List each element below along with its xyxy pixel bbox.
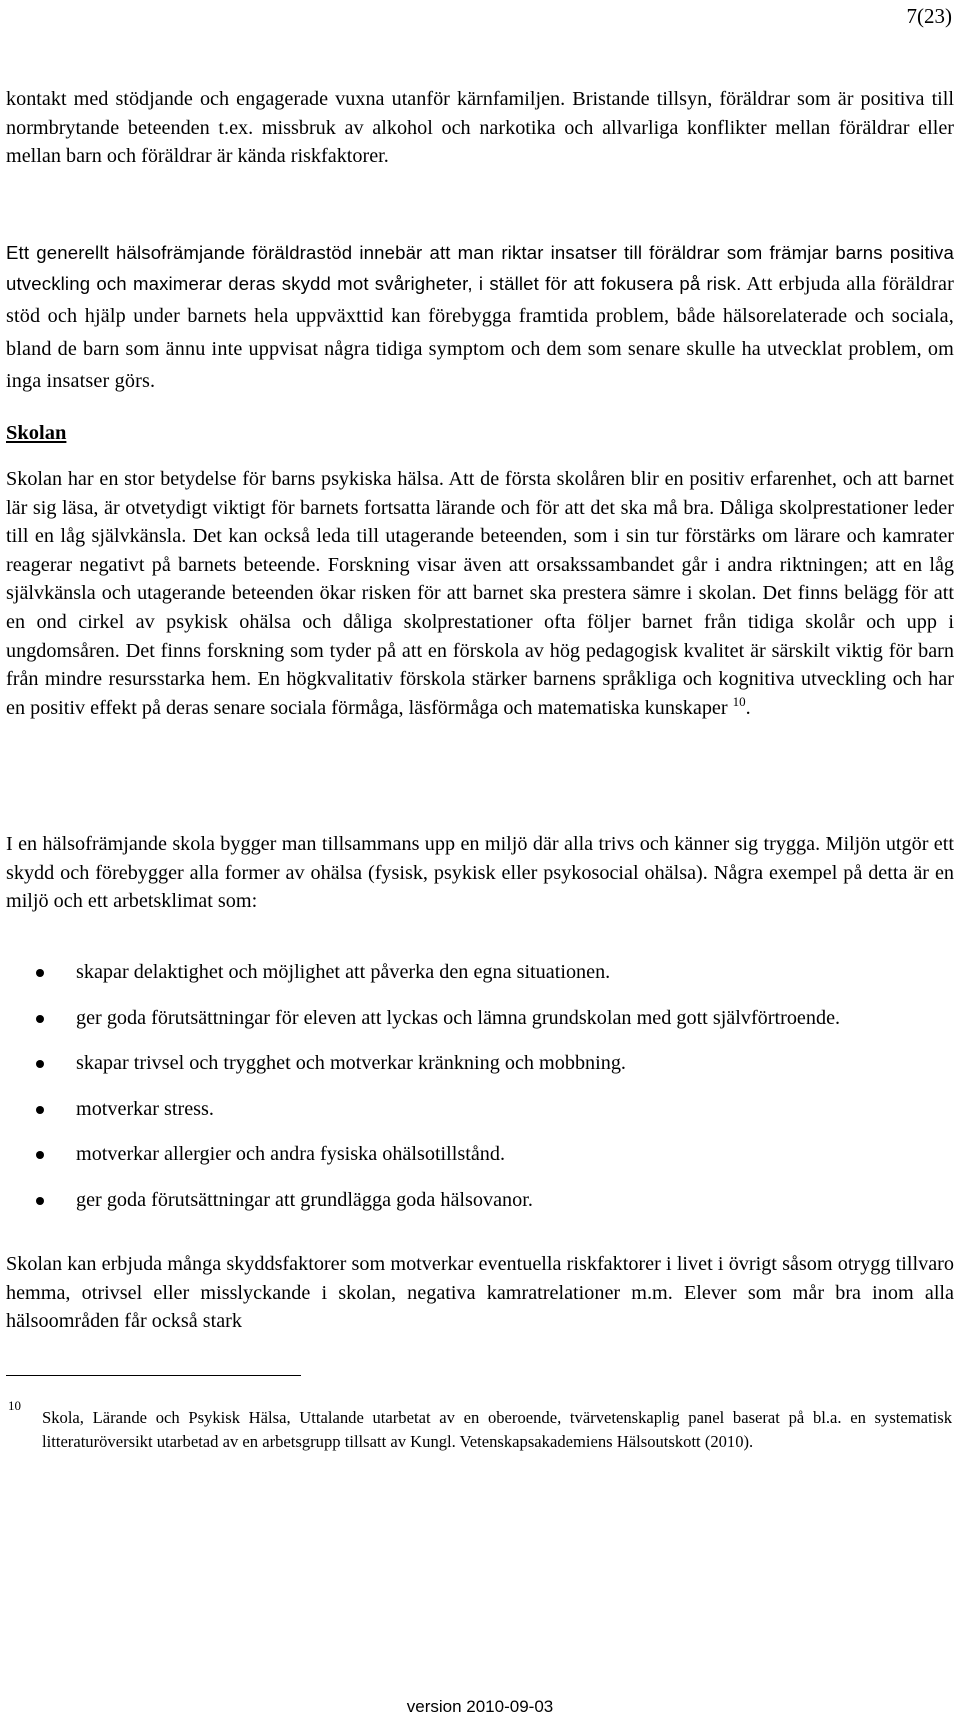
school-paragraph-text: Skolan har en stor betydelse för barns psykiska hälsa. Att de första skolåren blir en positiv erfarenhet, och att barnet lär sig läsa, är otvetydigt viktigt för barnets fortsatta lärande och för att det ska må bra. Dåliga skolprestationer leder till en låg självkänsla. Det kan också leda till utagerande beteenden, som i sin tur förstärks om lärare och kamrater reagerar negativt på barnets beteende. Forskning visar även att orsakssambandet går i andra riktningen; att en låg självkänsla och utagerande beteenden ökar risken för att barnet ska prestera sämre i skolan. Det finns belägg för att en ond cirkel av psykisk ohälsa och dåliga skolprestationer ofta följer barnet från tidiga skolår och upp i ungdomsåren. Det finns forskning som tyder på att en förskola av hög pedagogisk kvalitet är särskilt viktig för barn från mindre resursstarka hem. En högkvalitativ förskola stärker barnens språkliga och kognitiva utveckling och har en positiv effekt på deras senare sociala förmåga, läsförmåga och matematiska kunskaper — [6, 468, 954, 719]
parental-support-continuation: Att erbjuda alla föräldrar stöd och hjälp under barnets hela uppväxttid kan förebygga framtida problem, både hälsorelaterade och sociala, bland de barn som ännu inte uppvisat några tidiga symptom och dem som senare skulle ha utvecklat problem, om inga insatser görs. — [6, 273, 954, 392]
page-number: 7(23) — [906, 4, 952, 28]
school-environment-list — [6, 958, 954, 1232]
school-paragraph — [6, 465, 954, 722]
parental-support-sentence: Ett generellt hälsofrämjande föräldrastöd innebär att man riktar insatser till föräldrar som främjar barns positiva utveckling och maximerar deras skydd mot svårigheter, i stället för att fokusera på risk. — [6, 242, 954, 295]
footnote-reference: 10 — [732, 693, 746, 709]
bullet-icon — [36, 1060, 44, 1068]
list-item — [6, 1049, 954, 1078]
version-footer: version 2010-09-03 — [406, 1697, 554, 1716]
footnote-separator — [6, 1375, 301, 1376]
list-item-text: ger goda förutsättningar för eleven att lyckas och lämna grundskolan med gott självförtroende. — [76, 1006, 841, 1029]
school-paragraph-end: . — [745, 696, 751, 719]
list-item-text: motverkar allergier och andra fysiska ohälsotillstånd. — [76, 1143, 506, 1166]
bullet-icon — [36, 1015, 44, 1023]
footnote-number: 10 — [8, 1398, 21, 1413]
protective-factors-paragraph: Skolan kan erbjuda många skyddsfaktorer som motverkar eventuella riskfaktorer i livet i övrigt såsom otrygg tillvaro hemma, otrivsel eller misslyckande i skolan, negativa kamratrelationer m.m. Elever som mår bra inom alla hälsoområden får också stark — [6, 1253, 954, 1333]
list-item-text: skapar trivsel och trygghet och motverkar kränkning och mobbning. — [76, 1052, 626, 1075]
bullet-icon — [36, 1106, 44, 1114]
bullet-icon — [36, 1151, 44, 1159]
list-item — [6, 1004, 954, 1033]
bullet-icon — [36, 969, 44, 977]
parental-support-paragraph — [6, 237, 954, 397]
footnote-text: Skola, Lärande och Psykisk Hälsa, Uttalande utarbetat av en oberoende, tvärvetenskaplig panel baserat på bl.a. en systematisk litteraturöversikt utarbetad av en arbetsgrupp tillsatt av Kungl. Vetenskapsakademiens Hälsoutskott (2010). — [42, 1408, 952, 1451]
list-item — [6, 958, 954, 987]
list-item-text: ger goda förutsättningar att grundlägga goda hälsovanor. — [76, 1188, 533, 1211]
list-item — [6, 1186, 954, 1215]
intro-paragraph: kontakt med stödjande och engagerade vuxna utanför kärnfamiljen. Bristande tillsyn, föräldrar som är positiva till normbrytande beteenden t.ex. missbruk av alkohol och narkotika och allvarliga konflikter mellan föräldrar eller mellan barn och föräldrar är kända riskfaktorer. — [6, 88, 954, 168]
list-item-text: skapar delaktighet och möjlighet att påverka den egna situationen. — [76, 961, 611, 983]
list-item — [6, 1095, 954, 1124]
list-item-text: motverkar stress. — [76, 1097, 214, 1120]
list-item — [6, 1140, 954, 1169]
bullet-icon — [36, 1197, 44, 1205]
section-heading-skolan: Skolan — [6, 422, 67, 444]
health-promoting-school-paragraph: I en hälsofrämjande skola bygger man tillsammans upp en miljö där alla trivs och känner sig trygga. Miljön utgör ett skydd och förebygger alla former av ohälsa (fysisk, psykisk eller psykosocial ohälsa). Några exempel på detta är en miljö och ett arbetsklimat som: — [6, 833, 954, 913]
